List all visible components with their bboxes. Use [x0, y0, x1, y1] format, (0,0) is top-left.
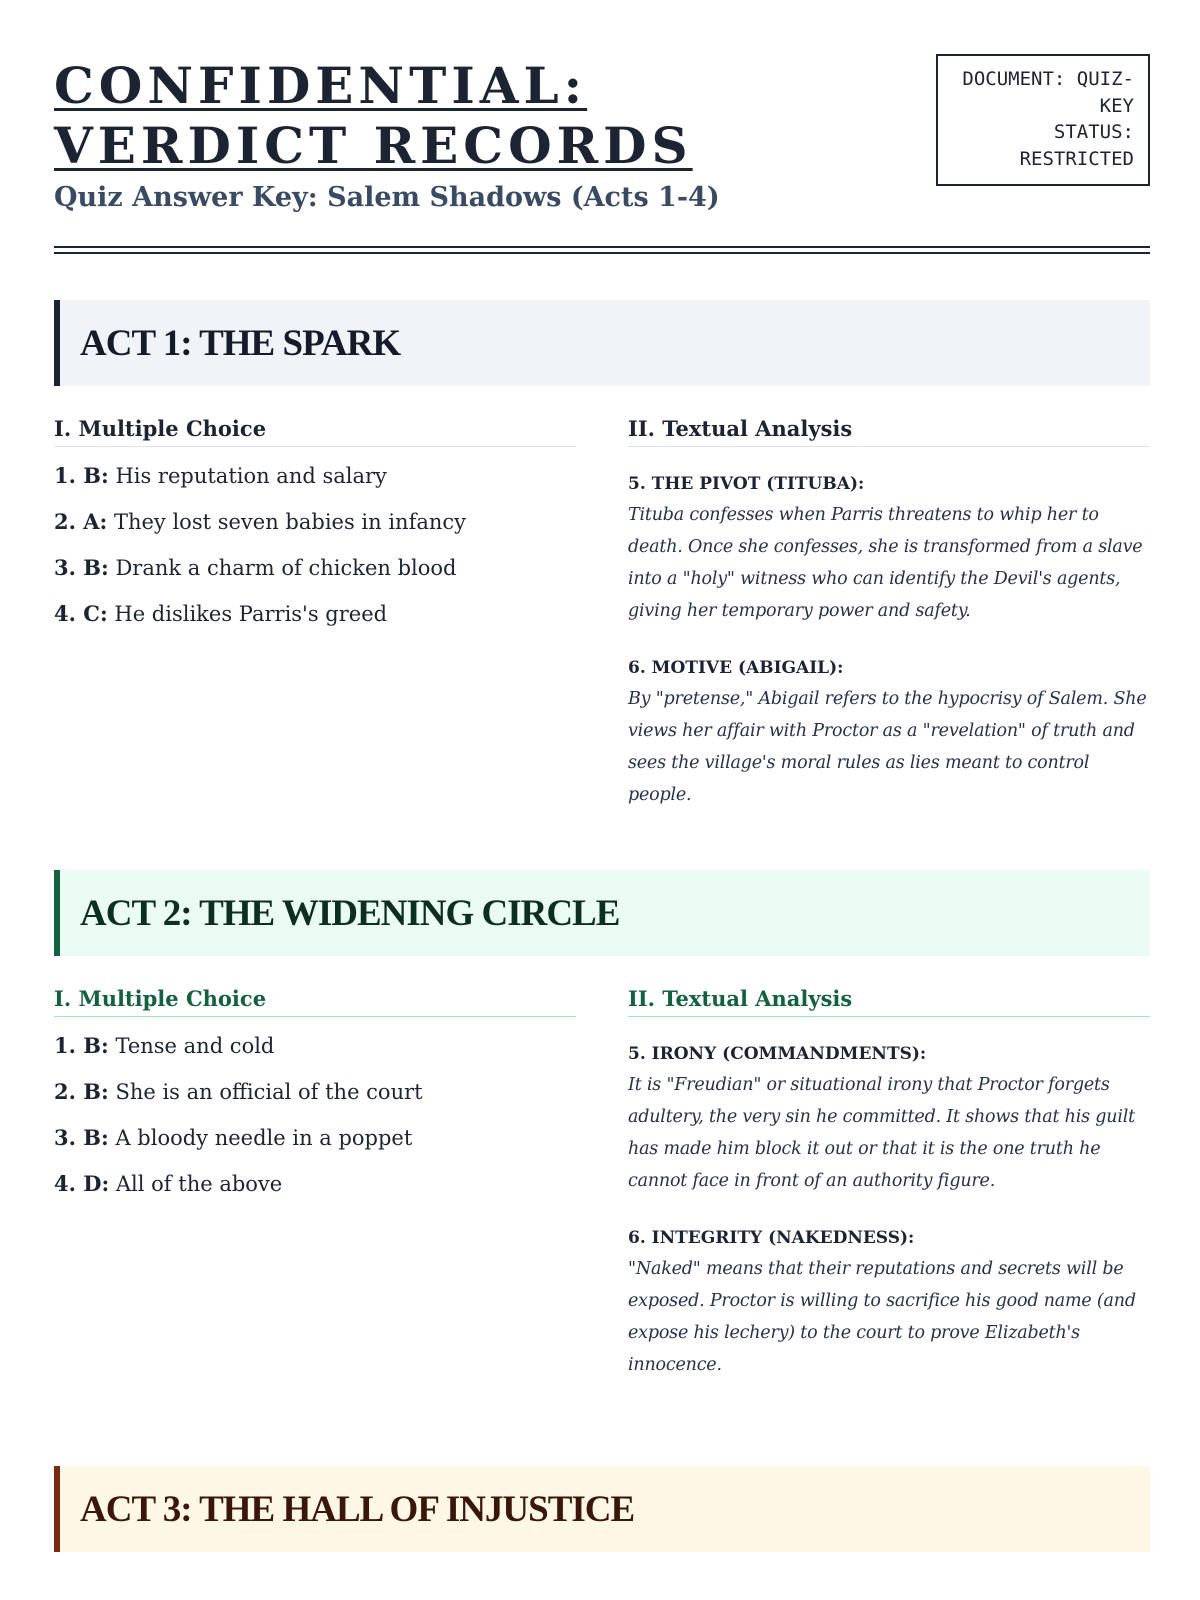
document-subtitle: Quiz Answer Key: Salem Shadows (Acts 1-4) — [54, 182, 720, 213]
answer-list — [54, 1031, 576, 1199]
act-banner — [54, 870, 1150, 956]
act-2-section — [54, 870, 1150, 1375]
act-title: ACT 2: THE WIDENING CIRCLE — [80, 892, 620, 934]
answer-text: Drank a charm of chicken blood — [115, 556, 457, 580]
answer-text: His reputation and salary — [115, 464, 387, 488]
textual-analysis-heading: II. Textual Analysis — [628, 984, 1150, 1017]
stamp-document-id: DOCUMENT: QUIZ-KEY — [962, 68, 1134, 117]
act-banner — [54, 1466, 1150, 1552]
answer-number: 3. B: — [54, 555, 109, 580]
answer-number: 4. C: — [54, 601, 108, 626]
analysis-text: "Naked" means that their reputations and secrets will be exposed. Proctor is willing to sacrifice his good name (and expose his lechery) to the court to prove Elizabeth's innocence. — [628, 1259, 1136, 1375]
textual-analysis-column — [628, 414, 1150, 811]
act-1-section — [54, 300, 1150, 805]
answer-number: 1. B: — [54, 463, 109, 488]
analysis-item — [628, 1225, 1150, 1381]
restricted-stamp — [936, 54, 1150, 186]
answer-item — [54, 461, 576, 491]
analysis-text: It is "Freudian" or situational irony that Proctor forgets adultery, the very sin he committed. It shows that his guilt has made him block it out or that it is the one truth he cannot face in front of an authority figure. — [628, 1075, 1135, 1191]
header-divider — [54, 246, 1150, 254]
analysis-label: 5. IRONY (COMMANDMENTS): — [628, 1044, 927, 1064]
answer-text: Tense and cold — [115, 1034, 275, 1058]
multiple-choice-heading: I. Multiple Choice — [54, 984, 576, 1017]
answer-number: 4. D: — [54, 1171, 110, 1196]
textual-analysis-column — [628, 984, 1150, 1381]
analysis-text: By "pretense," Abigail refers to the hypocrisy of Salem. She views her affair with Proctor as a "revelation" of truth and sees the village's moral rules as lies meant to control people. — [628, 689, 1147, 805]
answer-list — [54, 461, 576, 629]
analysis-item — [628, 655, 1150, 811]
analysis-label: 6. INTEGRITY (NAKEDNESS): — [628, 1228, 915, 1248]
answer-item — [54, 1169, 576, 1199]
document-title: CONFIDENTIAL: VERDICT RECORDS — [54, 56, 693, 175]
stamp-status: STATUS: RESTRICTED — [1019, 121, 1134, 170]
answer-text: A bloody needle in a poppet — [115, 1126, 413, 1150]
analysis-label: 5. THE PIVOT (TITUBA): — [628, 474, 865, 494]
act-3-section — [54, 1466, 1150, 1552]
multiple-choice-heading: I. Multiple Choice — [54, 414, 576, 447]
document-header — [54, 0, 1150, 256]
multiple-choice-column — [54, 414, 576, 645]
answer-item — [54, 599, 576, 629]
answer-number: 2. A: — [54, 509, 108, 534]
answer-key-page — [54, 0, 1150, 1530]
analysis-label: 6. MOTIVE (ABIGAIL): — [628, 658, 844, 678]
answer-item — [54, 1031, 576, 1061]
answer-text: He dislikes Parris's greed — [114, 602, 388, 626]
answer-number: 1. B: — [54, 1033, 109, 1058]
analysis-item — [628, 1041, 1150, 1197]
answer-item — [54, 1077, 576, 1107]
answer-item — [54, 1123, 576, 1153]
answer-text: All of the above — [115, 1172, 283, 1196]
answer-number: 2. B: — [54, 1079, 109, 1104]
act-banner — [54, 300, 1150, 386]
act-title: ACT 3: THE HALL OF INJUSTICE — [80, 1488, 635, 1530]
act-title: ACT 1: THE SPARK — [80, 322, 401, 364]
multiple-choice-column — [54, 984, 576, 1215]
answer-item — [54, 507, 576, 537]
analysis-text: Tituba confesses when Parris threatens to whip her to death. Once she confesses, she is transformed from a slave into a "holy" witness who can identify the Devil's agents, giving her temporary power and safety. — [628, 505, 1143, 621]
textual-analysis-heading: II. Textual Analysis — [628, 414, 1150, 447]
answer-item — [54, 553, 576, 583]
answer-text: She is an official of the court — [115, 1080, 423, 1104]
analysis-item — [628, 471, 1150, 627]
answer-number: 3. B: — [54, 1125, 109, 1150]
answer-text: They lost seven babies in infancy — [113, 510, 467, 534]
